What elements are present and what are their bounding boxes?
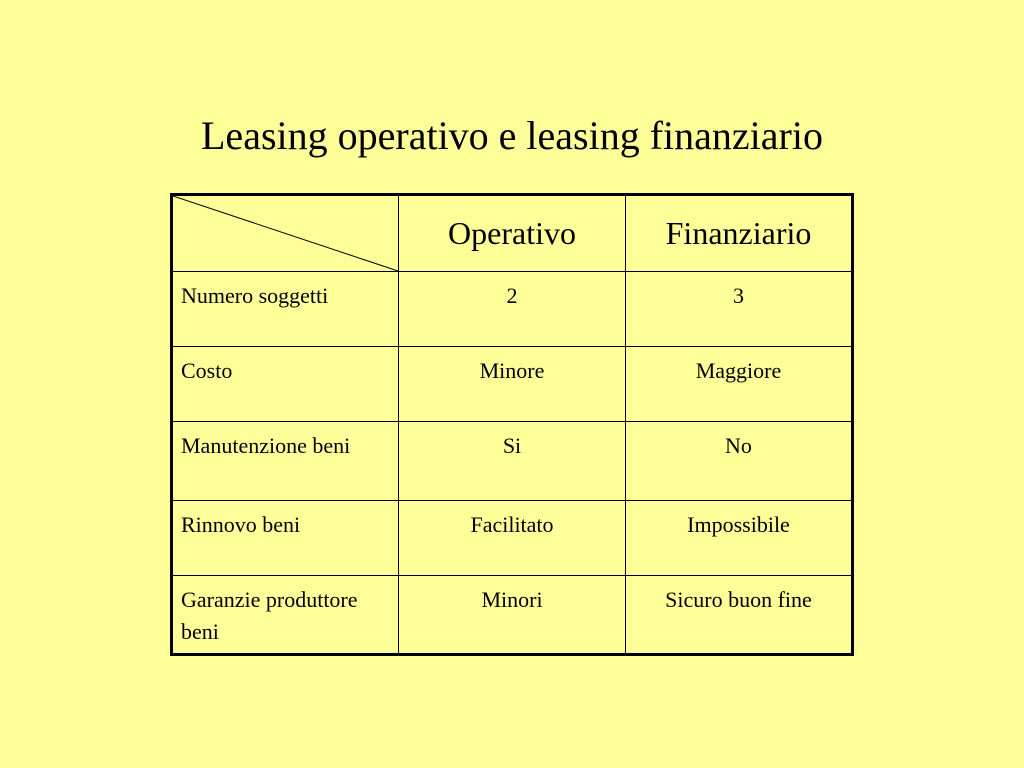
cell-finanziario: Sicuro buon fine — [626, 576, 853, 655]
header-row — [172, 195, 853, 272]
table-row — [172, 347, 853, 422]
cell-operativo: Si — [399, 422, 626, 501]
diagonal-divider — [173, 196, 398, 271]
cell-operativo: Minori — [399, 576, 626, 655]
table-row — [172, 272, 853, 347]
header-finanziario: Finanziario — [626, 195, 853, 272]
row-label: Numero soggetti — [172, 272, 399, 347]
cell-finanziario: 3 — [626, 272, 853, 347]
row-label: Garanzie produttore beni — [172, 576, 399, 655]
table-row — [172, 576, 853, 655]
row-label: Rinnovo beni — [172, 501, 399, 576]
slide-title: Leasing operativo e leasing finanziario — [201, 113, 823, 158]
table-row — [172, 501, 853, 576]
cell-finanziario: No — [626, 422, 853, 501]
row-label: Costo — [172, 347, 399, 422]
comparison-table — [170, 193, 854, 656]
table-row — [172, 422, 853, 501]
row-label: Manutenzione beni — [172, 422, 399, 501]
header-operativo: Operativo — [399, 195, 626, 272]
cell-finanziario: Impossibile — [626, 501, 853, 576]
cell-operativo: Minore — [399, 347, 626, 422]
cell-finanziario: Maggiore — [626, 347, 853, 422]
cell-operativo: 2 — [399, 272, 626, 347]
corner-cell — [172, 195, 399, 272]
cell-operativo: Facilitato — [399, 501, 626, 576]
